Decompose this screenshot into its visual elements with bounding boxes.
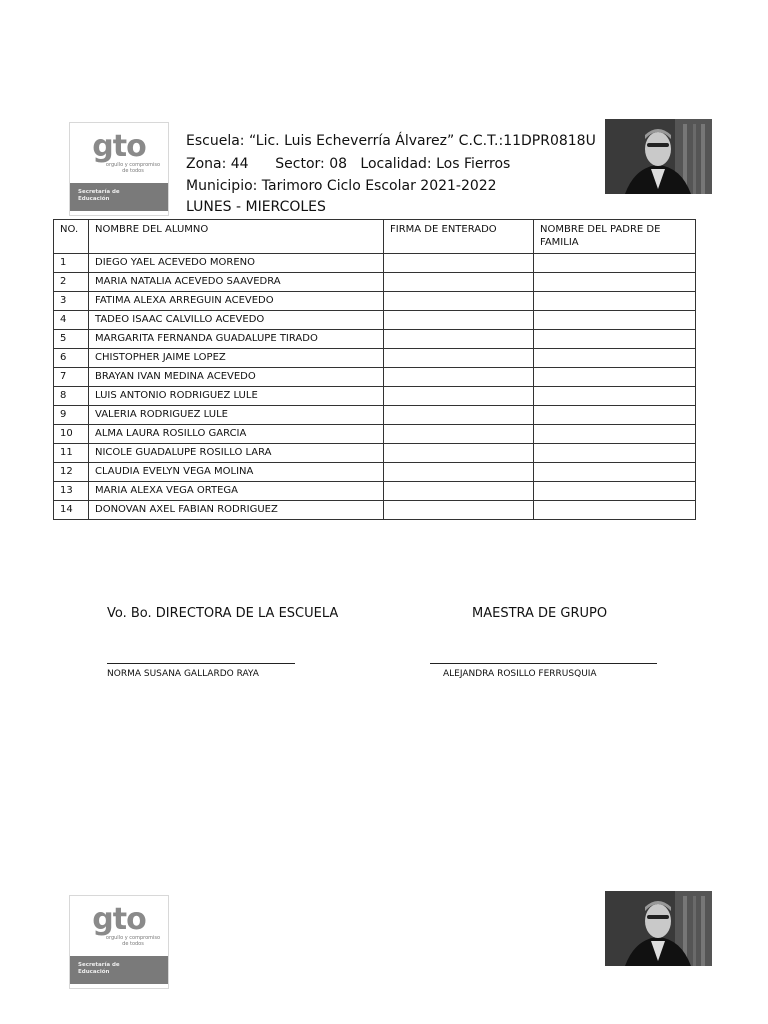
row-number: 4 — [54, 311, 89, 330]
logo-mark: gto — [92, 902, 146, 937]
row-number: 12 — [54, 463, 89, 482]
signature-cell — [384, 406, 534, 425]
row-number: 3 — [54, 292, 89, 311]
parent-name-cell — [534, 311, 696, 330]
signature-cell — [384, 444, 534, 463]
student-name: FATIMA ALEXA ARREGUIN ACEVEDO — [89, 292, 384, 311]
parent-name-cell — [534, 387, 696, 406]
header-no: NO. — [54, 220, 89, 254]
parent-name-cell — [534, 254, 696, 273]
signature-cell — [384, 387, 534, 406]
gto-logo-bottom — [69, 895, 169, 989]
teacher-signature-line — [430, 663, 657, 664]
table-row — [54, 501, 696, 520]
student-name: BRAYAN IVAN MEDINA ACEVEDO — [89, 368, 384, 387]
parent-name-cell — [534, 368, 696, 387]
table-row — [54, 311, 696, 330]
row-number: 10 — [54, 425, 89, 444]
table-row — [54, 482, 696, 501]
table-row — [54, 292, 696, 311]
student-name: NICOLE GUADALUPE ROSILLO LARA — [89, 444, 384, 463]
school-name-line: Escuela: “Lic. Luis Echeverría Álvarez” C.C.T.:11DPR0818U — [186, 133, 596, 149]
parent-name-cell — [534, 444, 696, 463]
row-number: 8 — [54, 387, 89, 406]
days-line: LUNES - MIERCOLES — [186, 199, 326, 215]
gto-logo-top — [69, 122, 169, 216]
signature-cell — [384, 463, 534, 482]
parent-name-cell — [534, 501, 696, 520]
signature-cell — [384, 292, 534, 311]
row-number: 5 — [54, 330, 89, 349]
header-student-name: NOMBRE DEL ALUMNO — [89, 220, 384, 254]
teacher-name: ALEJANDRA ROSILLO FERRUSQUIA — [443, 669, 597, 679]
signature-cell — [384, 330, 534, 349]
municipality-cycle-line: Municipio: Tarimoro Ciclo Escolar 2021-2022 — [186, 178, 497, 194]
parent-name-cell — [534, 292, 696, 311]
student-name: ALMA LAURA ROSILLO GARCIA — [89, 425, 384, 444]
table-row — [54, 330, 696, 349]
table-row — [54, 406, 696, 425]
parent-name-cell — [534, 425, 696, 444]
student-name: VALERIA RODRIGUEZ LULE — [89, 406, 384, 425]
portrait-photo-bottom — [605, 891, 712, 966]
signature-cell — [384, 368, 534, 387]
table-row — [54, 444, 696, 463]
row-number: 2 — [54, 273, 89, 292]
table-row — [54, 273, 696, 292]
row-number: 9 — [54, 406, 89, 425]
student-name: CLAUDIA EVELYN VEGA MOLINA — [89, 463, 384, 482]
signature-cell — [384, 254, 534, 273]
logo-mark: gto — [92, 129, 146, 164]
student-name: MARIA NATALIA ACEVEDO SAAVEDRA — [89, 273, 384, 292]
zone-sector-locality-line: Zona: 44 Sector: 08 Localidad: Los Fierros — [186, 156, 511, 172]
signature-cell — [384, 501, 534, 520]
row-number: 1 — [54, 254, 89, 273]
director-title: Vo. Bo. DIRECTORA DE LA ESCUELA — [107, 606, 339, 621]
director-name: NORMA SUSANA GALLARDO RAYA — [107, 669, 259, 679]
teacher-title: MAESTRA DE GRUPO — [472, 606, 608, 621]
table-row — [54, 425, 696, 444]
signature-cell — [384, 349, 534, 368]
logo-department: Secretaría de Educación — [70, 183, 168, 211]
logo-tagline: orgullo y compromiso de todos — [105, 935, 161, 947]
logo-tagline: orgullo y compromiso de todos — [105, 162, 161, 174]
parent-name-cell — [534, 482, 696, 501]
table-row — [54, 368, 696, 387]
parent-name-cell — [534, 349, 696, 368]
roster-body — [54, 254, 696, 520]
table-row — [54, 254, 696, 273]
portrait-photo-top — [605, 119, 712, 194]
student-roster-table — [53, 219, 696, 520]
row-number: 13 — [54, 482, 89, 501]
signature-cell — [384, 482, 534, 501]
signature-cell — [384, 425, 534, 444]
row-number: 6 — [54, 349, 89, 368]
row-number: 11 — [54, 444, 89, 463]
parent-name-cell — [534, 406, 696, 425]
header-parent-name: NOMBRE DEL PADRE DE FAMILIA — [534, 220, 696, 254]
signature-cell — [384, 273, 534, 292]
director-signature-line — [107, 663, 295, 664]
table-row — [54, 463, 696, 482]
logo-department: Secretaría de Educación — [70, 956, 168, 984]
student-name: LUIS ANTONIO RODRIGUEZ LULE — [89, 387, 384, 406]
student-name: CHISTOPHER JAIME LOPEZ — [89, 349, 384, 368]
table-row — [54, 349, 696, 368]
student-name: MARIA ALEXA VEGA ORTEGA — [89, 482, 384, 501]
row-number: 7 — [54, 368, 89, 387]
row-number: 14 — [54, 501, 89, 520]
table-row — [54, 387, 696, 406]
table-header-row — [54, 220, 696, 254]
header-signature: FIRMA DE ENTERADO — [384, 220, 534, 254]
parent-name-cell — [534, 273, 696, 292]
parent-name-cell — [534, 330, 696, 349]
student-name: TADEO ISAAC CALVILLO ACEVEDO — [89, 311, 384, 330]
student-name: MARGARITA FERNANDA GUADALUPE TIRADO — [89, 330, 384, 349]
parent-name-cell — [534, 463, 696, 482]
signature-cell — [384, 311, 534, 330]
student-name: DONOVAN AXEL FABIAN RODRIGUEZ — [89, 501, 384, 520]
student-name: DIEGO YAEL ACEVEDO MORENO — [89, 254, 384, 273]
